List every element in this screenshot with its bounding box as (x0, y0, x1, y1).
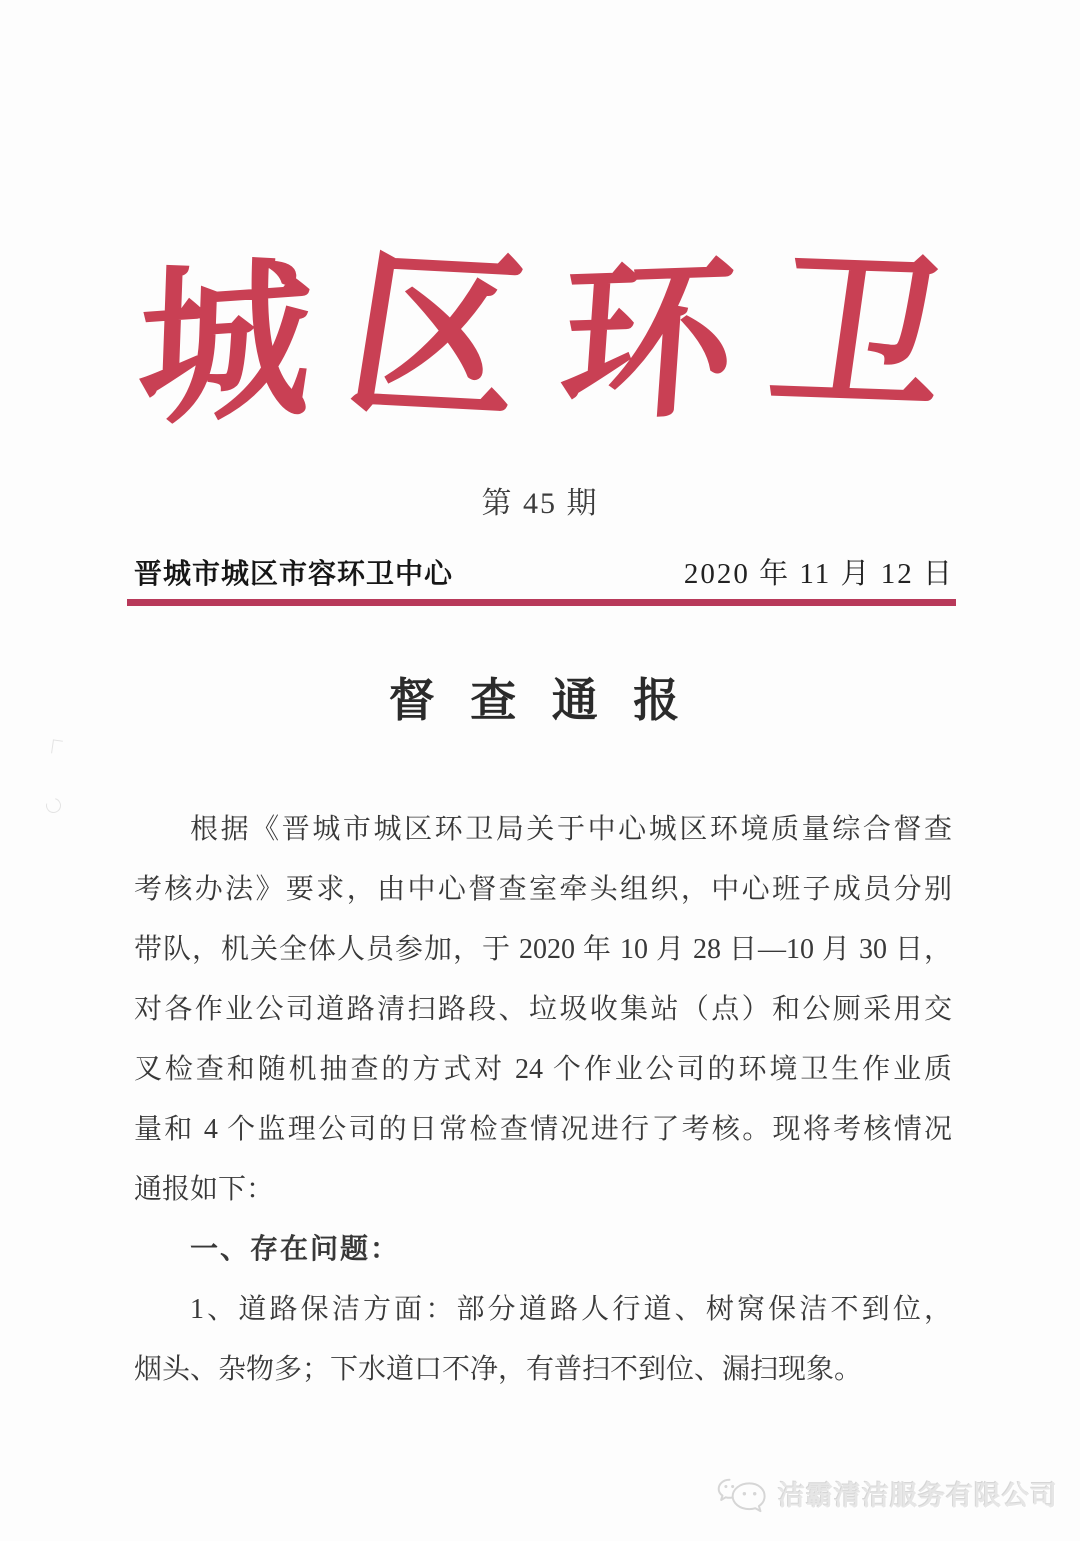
masthead-title-char: 城 (134, 246, 313, 448)
publish-date: 2020 年 11 月 12 日 (683, 558, 954, 590)
body-line: 1、道路保洁方面：部分道路人行道、树窝保洁不到位， (190, 1294, 952, 1325)
body-line: 烟头、杂物多；下水道口不净，有普扫不到位、漏扫现象。 (134, 1354, 863, 1385)
masthead-title-char: 区 (334, 236, 535, 444)
masthead-title (0, 236, 1080, 448)
body-line: 叉检查和随机抽查的方式对 24 个作业公司的环境卫生作业质 (134, 1054, 952, 1085)
body-line: 通报如下： (134, 1174, 275, 1205)
masthead-title-char: 卫 (759, 239, 956, 435)
watermark-company-name: 洁霸清洁服务有限公司 (778, 1481, 1058, 1511)
body-line: 量和 4 个监理公司的日常检查情况进行了考核。现将考核情况 (134, 1114, 952, 1145)
body-line: 根据《晋城市城区环卫局关于中心城区环境质量综合督查 (190, 814, 952, 845)
masthead-info-row (134, 556, 954, 592)
masthead-divider-line (127, 599, 956, 606)
masthead-title-char: 环 (553, 246, 738, 442)
watermark (716, 1474, 1058, 1518)
scan-smudge (43, 795, 63, 815)
scan-smudge (51, 739, 63, 754)
wechat-icon (716, 1475, 770, 1517)
section-heading-line: 一、存在问题： (190, 1234, 401, 1265)
bulletin-body (134, 800, 952, 1400)
body-line: 考核办法》要求，由中心督查室牵头组织，中心班子成员分别 (134, 874, 952, 905)
publisher-name: 晋城市城区市容环卫中心 (134, 558, 454, 589)
body-line: 带队，机关全体人员参加，于 2020 年 10 月 28 日—10 月 30 日， (134, 934, 952, 965)
issue-number: 第 45 期 (481, 487, 599, 520)
body-line: 对各作业公司道路清扫路段、垃圾收集站（点）和公厕采用交 (134, 994, 952, 1025)
bulletin-heading: 督 查 通 报 (388, 675, 692, 726)
